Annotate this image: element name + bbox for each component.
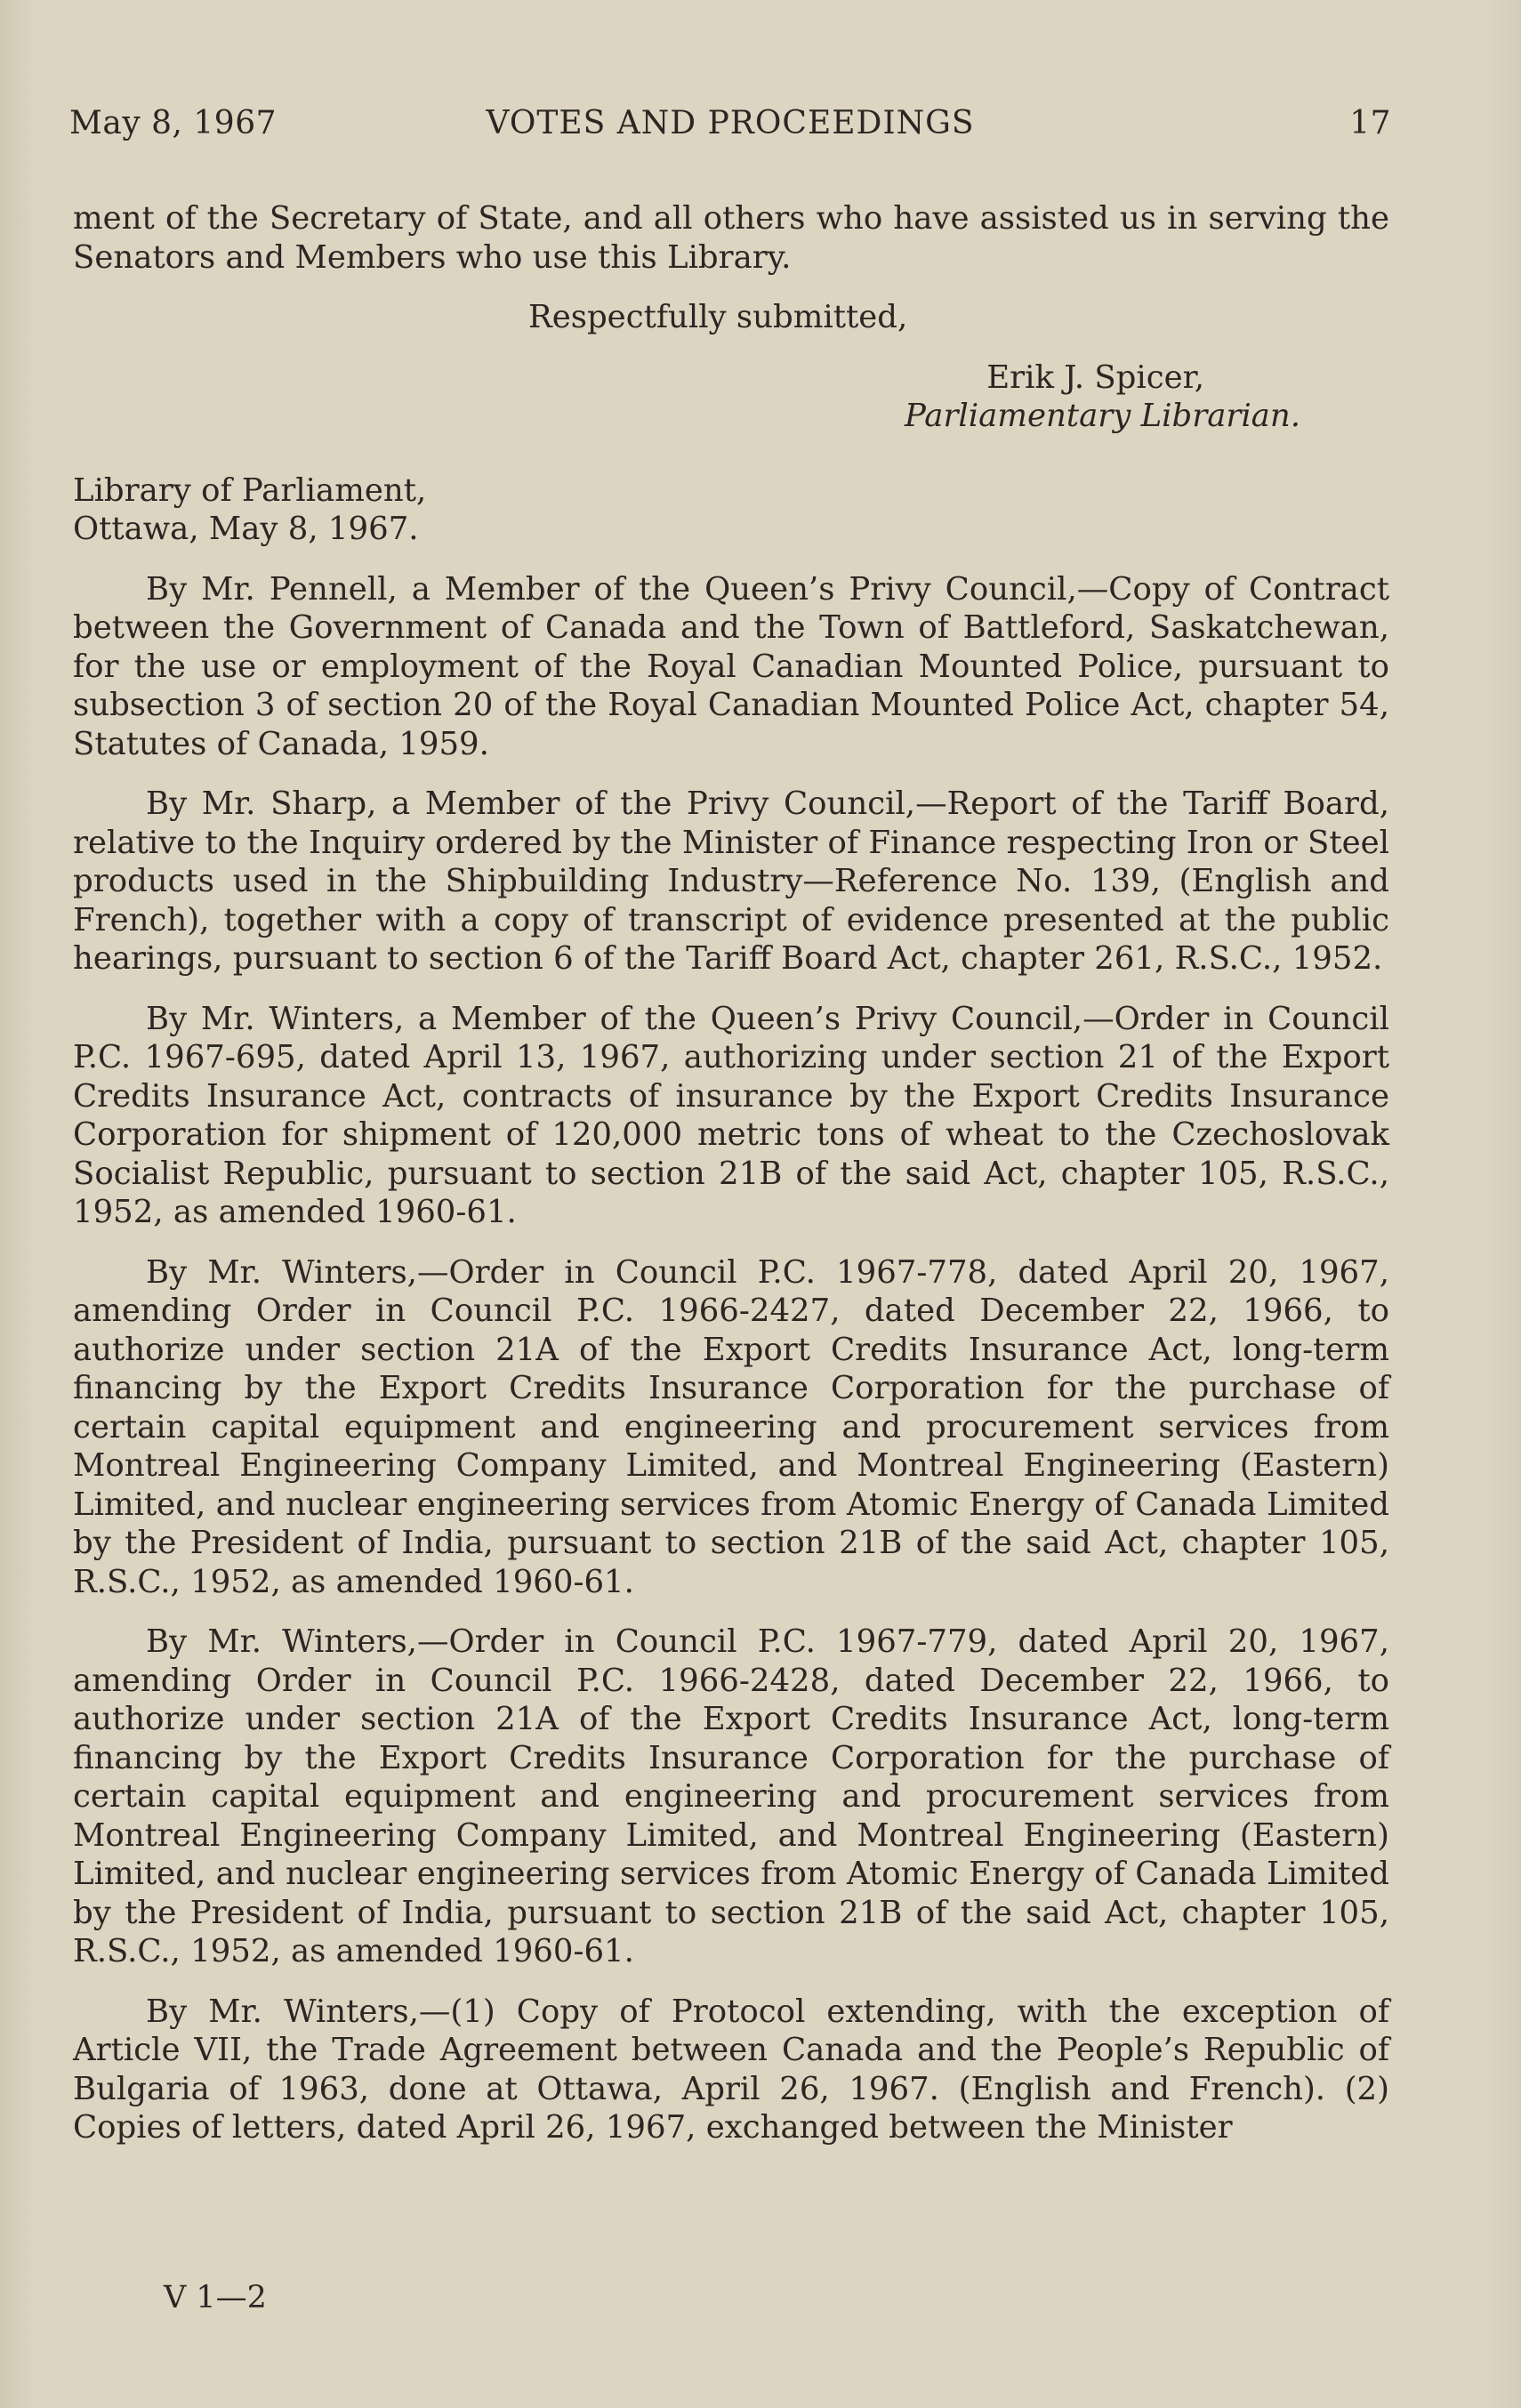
page-number: 17 xyxy=(1349,105,1391,141)
header-date: May 8, 1967 xyxy=(69,105,278,141)
paragraph-sharp: By Mr. Sharp, a Member of the Privy Council,—Report of the Tariff Board, relative to the Inquiry ordered by the Minister of Finance respecting Iron or Steel products used in the Shipbuilding Industry—Reference No. 139, (English and French), together with a copy of transcript of evidence presented at the public hearings, pursuant to section 6 of the Tariff Board Act, chapter 261, R.S.C., 1952. xyxy=(73,785,1389,977)
opening-paragraph: ment of the Secretary of State, and all others who have assisted us in serving the Senators and Members who use this Library. xyxy=(73,200,1389,276)
paragraph-pennell: By Mr. Pennell, a Member of the Queen’s Privy Council,—Copy of Contract between the Government of Canada and the Town of Battleford, Saskatchewan, for the use or employment of the Royal Canadian Mounted Police, pursuant to subsection 3 of section 20 of the Royal Canadian Mounted Police Act, chapter 54, Statutes of Canada, 1959. xyxy=(73,570,1389,762)
page-footer: V 1—2 xyxy=(164,2280,267,2315)
header-title: VOTES AND PROCEEDINGS xyxy=(486,105,975,141)
paragraph-winters-778: By Mr. Winters,—Order in Council P.C. 1967-778, dated April 20, 1967, amending Order in Council P.C. 1966-2427, dated December 22, 1966, to authorize under section 21A of the Export Credits Insurance Act, long-term financing by the Export Credits Insurance Corporation for the purchase of certain capital equipment and engineering and procurement services from Montreal Engineering Company Limited, and Montreal Engineering (Eastern) Limited, and nuclear engineering services from Atomic Energy of Canada Limited by the President of India, pursuant to section 21B of the said Act, chapter 105, R.S.C., 1952, as amended 1960-61. xyxy=(73,1253,1389,1600)
paragraph-winters-protocol: By Mr. Winters,—(1) Copy of Protocol extending, with the exception of Article VII, the Trade Agreement between Canada and the People’s Republic of Bulgaria of 1963, done at Ottawa, April 26, 1967. (English and French). (2) Copies of letters, dated April 26, 1967, exchanged between the Minister xyxy=(73,1993,1389,2146)
paragraph-winters-695: By Mr. Winters, a Member of the Queen’s Privy Council,—Order in Council P.C. 1967-695, dated April 13, 1967, authorizing under section 21 of the Export Credits Insurance Act, contracts of insurance by the Export Credits Insurance Corporation for shipment of 120,000 metric tons of wheat to the Czechoslovak Socialist Republic, pursuant to section 21B of the said Act, chapter 105, R.S.C., 1952, as amended 1960-61. xyxy=(73,1000,1389,1230)
closing-line: Respectfully submitted, xyxy=(528,299,908,335)
signer-title: Parliamentary Librarian. xyxy=(905,398,1300,434)
page-header xyxy=(69,105,1391,149)
place-block xyxy=(73,471,1389,549)
signature-block xyxy=(73,358,1389,436)
place-line-1: Library of Parliament, xyxy=(73,471,427,509)
paragraph-winters-779: By Mr. Winters,—Order in Council P.C. 1967-779, dated April 20, 1967, amending Order in Council P.C. 1966-2428, dated December 22, 1966, to authorize under section 21A of the Export Credits Insurance Act, long-term financing by the Export Credits Insurance Corporation for the purchase of certain capital equipment and engineering and procurement services from Montreal Engineering Company Limited, and Montreal Engineering (Eastern) Limited, and nuclear engineering services from Atomic Energy of Canada Limited by the President of India, pursuant to section 21B of the said Act, chapter 105, R.S.C., 1952, as amended 1960-61. xyxy=(73,1623,1389,1969)
page-body xyxy=(73,199,1389,2147)
place-line-2: Ottawa, May 8, 1967. xyxy=(73,511,419,547)
signer-name: Erik J. Spicer, xyxy=(986,358,1204,396)
